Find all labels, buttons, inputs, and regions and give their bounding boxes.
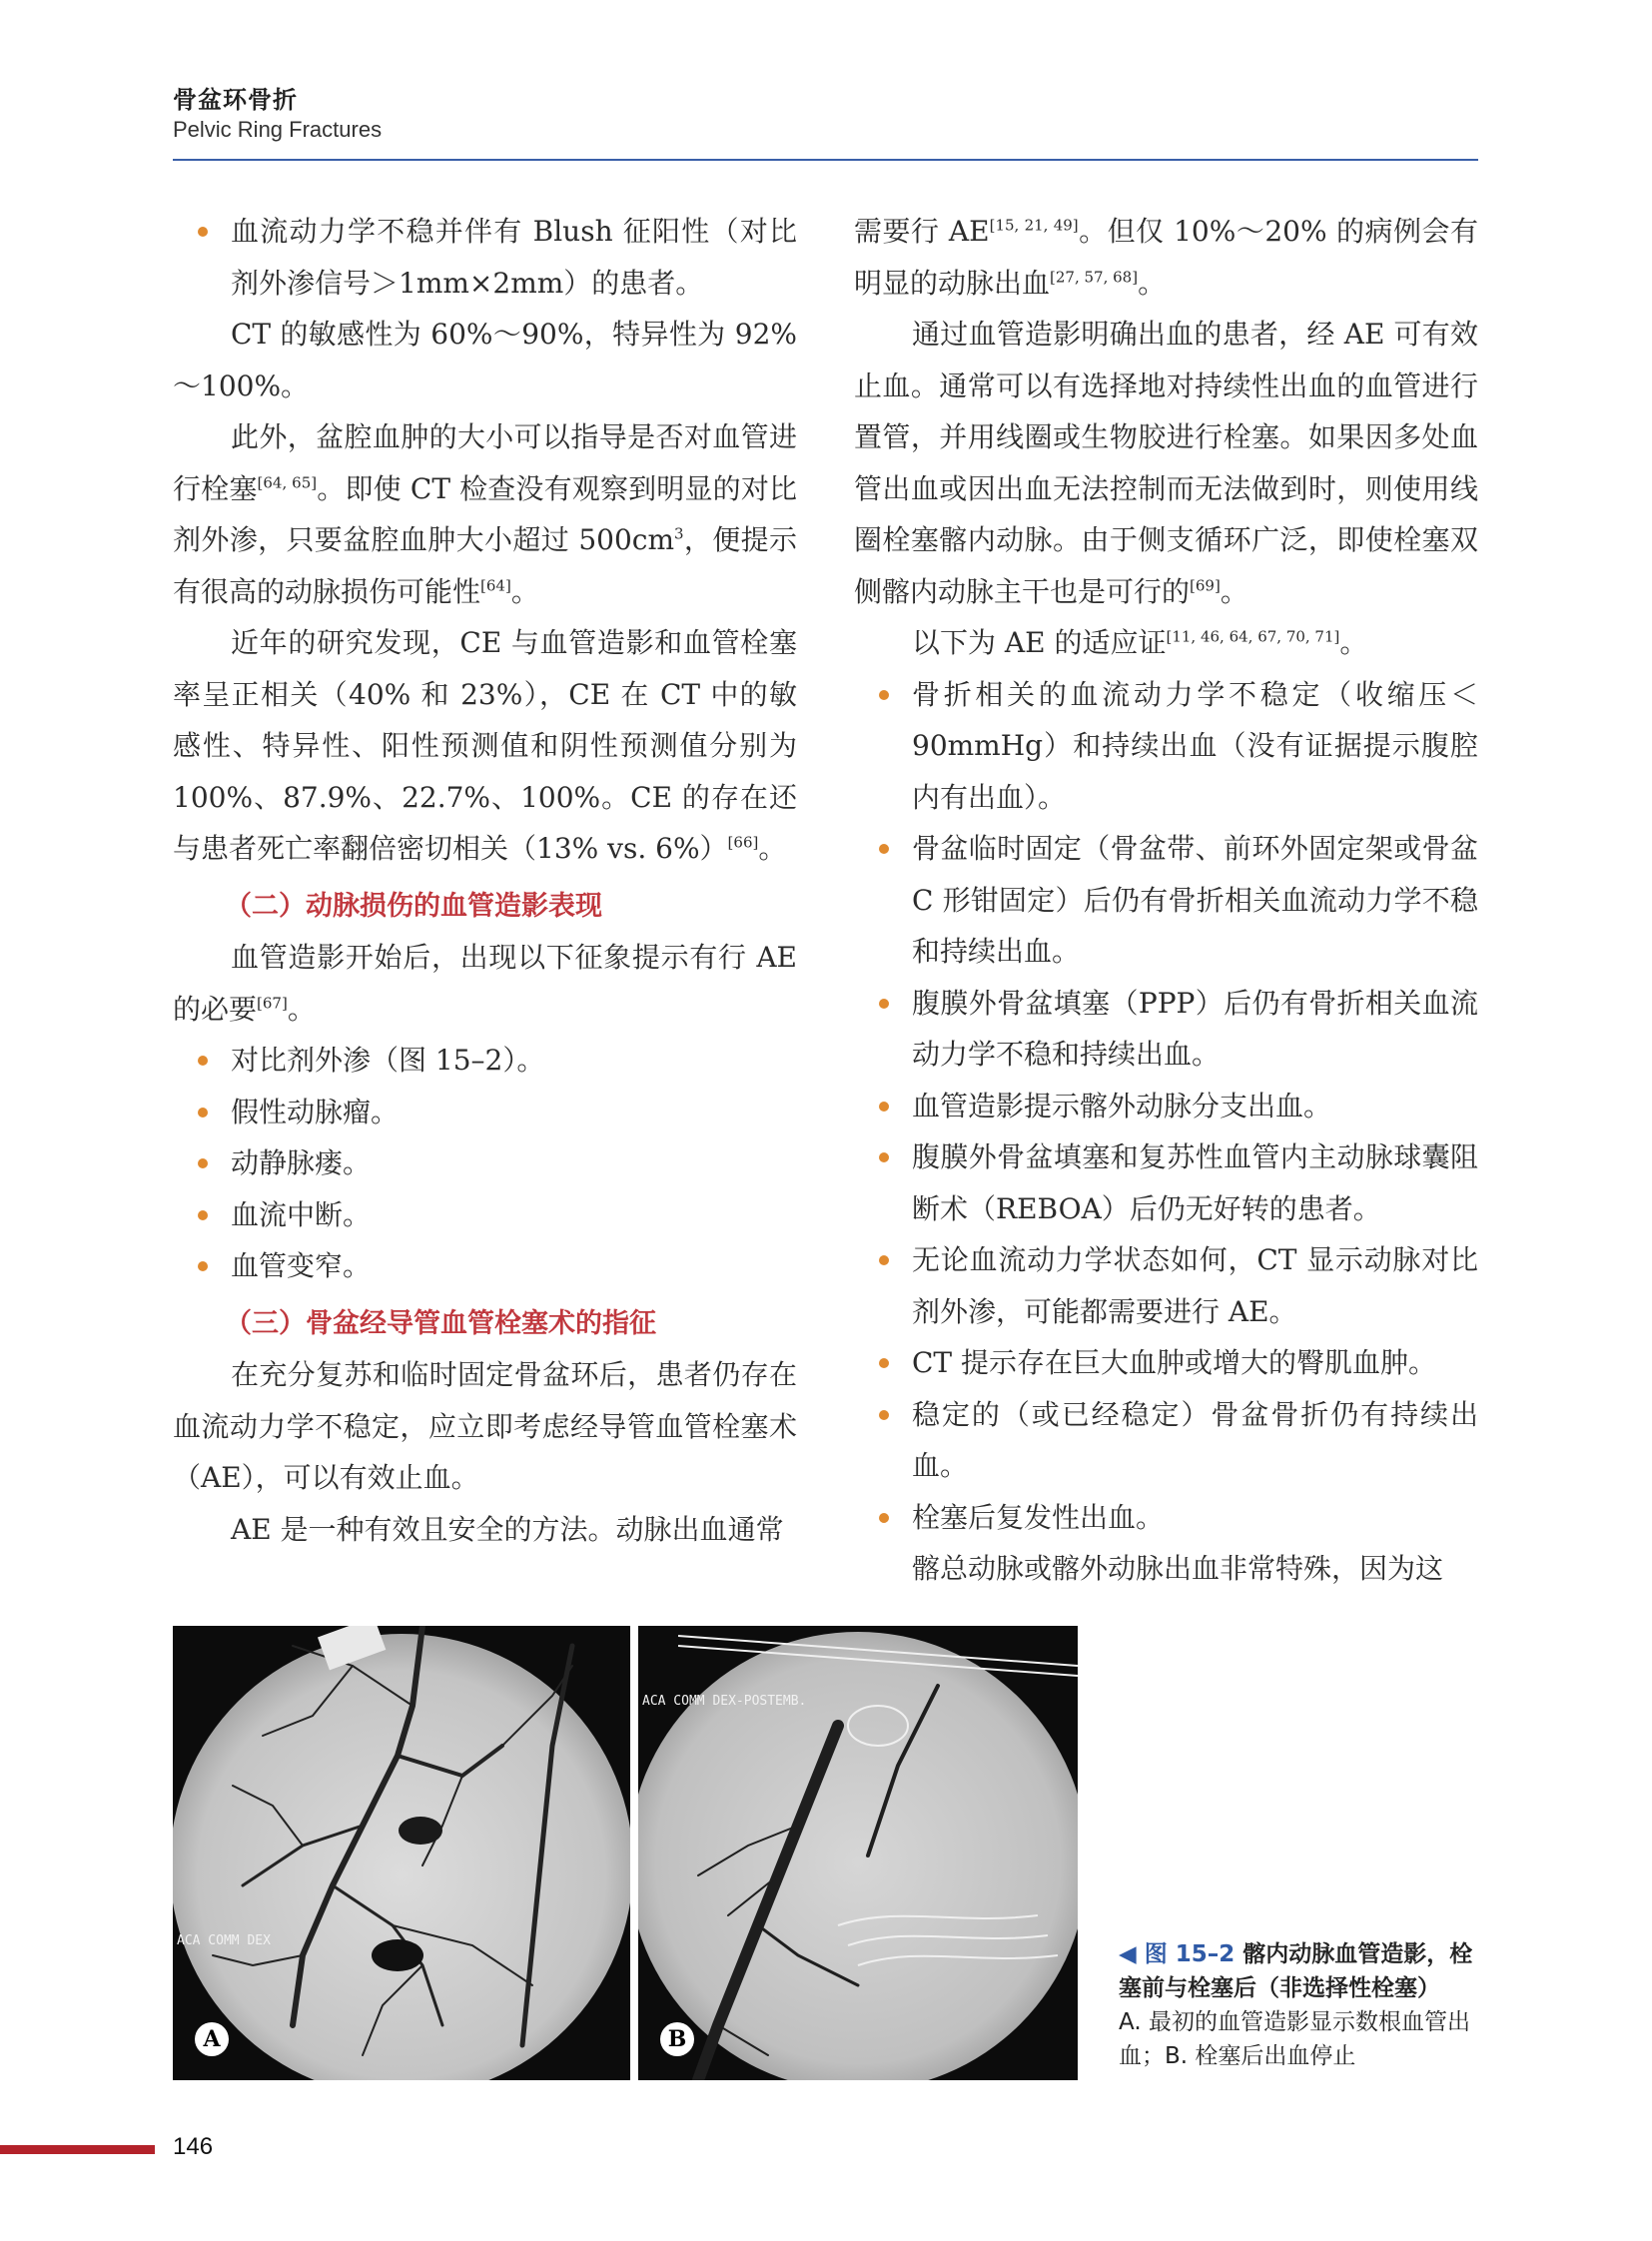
bullet-item: 血流动力学不稳并伴有 Blush 征阳性（对比剂外渗信号＞1mm×2mm）的患者。 [173,206,797,309]
bullet-item: 腹膜外骨盆填塞（PPP）后仍有骨折相关血流动力学不稳和持续出血。 [854,978,1478,1081]
bullet-dot-icon [879,1513,889,1523]
bullet-dot-icon [879,1255,889,1265]
bullet-item: 骨盆临时固定（骨盆带、前环外固定架或骨盆 C 形钳固定）后仍有骨折相关血流动力学不稳和持续出血。 [854,823,1478,978]
angiogram-image-b [638,1626,1078,2080]
bullet-dot-icon [879,999,889,1009]
bullet-item: 对比剂外渗（图 15–2）。 [173,1035,797,1087]
citation: [15, 21, 49] [989,216,1079,235]
figure-label-b: B [660,2022,694,2056]
paragraph: 近年的研究发现，CE 与血管造影和血管栓塞率呈正相关（40% 和 23%），CE 在 CT 中的敏感性、特异性、阳性预测值和阴性预测值分别为 100%、87.9%、22.7%、100%。CE 的存在还与患者死亡率翻倍密切相关（13% vs. 6%）[66]。 [173,626,797,865]
page-number: 146 [173,2133,214,2160]
image-overlay-text: ACA COMM DEX-POSTEMB. [642,1694,807,1709]
bullet-item: 无论血流动力学状态如何，CT 显示动脉对比剂外渗，可能都需要进行 AE。 [854,1234,1478,1337]
running-header-title-cn: 骨盆环骨折 [173,86,298,114]
bullet-dot-icon [879,1358,889,1368]
angiogram-image-a [173,1626,630,2080]
bullet-item: 假性动脉瘤。 [173,1087,797,1138]
bullet-item: 动静脉瘘。 [173,1137,797,1189]
paragraph: 通过血管造影明确出血的患者，经 AE 可有效止血。通常可以有选择地对持续性出血的血管进行置管，并用线圈或生物胶进行栓塞。如果因多处血管出血或因出血无法控制而无法做到时，则使用线圈栓塞髂内动脉。由于侧支循环广泛，即使栓塞双侧髂内动脉主干也是可行的[69]。 [854,318,1478,608]
bullet-item: CT 提示存在巨大血肿或增大的臀肌血肿。 [854,1337,1478,1389]
citation: [27, 57, 68] [1050,268,1139,287]
bullet-dot-icon [879,1410,889,1420]
paragraph: 此外，盆腔血肿的大小可以指导是否对血管进行栓塞[64, 65]。即使 CT 检查没有观察到明显的对比剂外渗，只要盆腔血肿大小超过 $500cm^3$，便提示有很高的动脉损伤可能性[64]。 [173,420,797,608]
bullet-item: 栓塞后复发性出血。 [854,1492,1478,1544]
bullet-item: 稳定的（或已经稳定）骨盆骨折仍有持续出血。 [854,1389,1478,1492]
bullet-dot-icon [198,1056,208,1066]
citation: [66] [727,833,759,852]
paragraph: 髂总动脉或髂外动脉出血非常特殊，因为这 [912,1552,1444,1585]
paragraph: 需要行 AE[15, 21, 49]。但仅 10%～20% 的病例会有明显的动脉出血[27, 57, 68]。 [854,215,1478,300]
bullet-item: 血管变窄。 [173,1240,797,1292]
bullet-dot-icon [198,227,208,237]
footer-accent-bar [0,2145,155,2154]
bullet-dot-icon [198,1261,208,1271]
bullet-dot-icon [198,1108,208,1118]
citation: [11, 46, 64, 67, 70, 71] [1166,627,1340,646]
citation: [64, 65] [257,473,318,492]
right-column [854,206,1478,1595]
bullet-item: 血流中断。 [173,1189,797,1241]
header-rule [173,159,1478,161]
figure-label-a: A [195,2022,229,2056]
bullet-dot-icon [879,690,889,700]
caption-body: A. 最初的血管造影显示数根血管出血；B. 栓塞后出血停止 [1119,2009,1470,2069]
section-heading: （三）骨盆经导管血管栓塞术的指征 [225,1307,656,1339]
bullet-dot-icon [198,1158,208,1168]
triangle-left-icon: ◀ [1119,1941,1137,1967]
running-header-title-en: Pelvic Ring Fractures [173,117,383,142]
citation: [67] [257,994,288,1013]
left-column [173,206,797,1555]
caption-title: ◀ 图 15–2 髂内动脉血管造影，栓塞前与栓塞后（非选择性栓塞） [1119,1941,1473,2001]
bullet-dot-icon [198,1210,208,1220]
image-overlay-text: ACA COMM DEX [177,1933,271,1948]
paragraph: 在充分复苏和临时固定骨盆环后，患者仍存在血流动力学不稳定，应立即考虑经导管血管栓塞术（AE），可以有效止血。 [173,1358,797,1494]
citation: [69] [1190,576,1221,595]
paragraph: AE 是一种有效且安全的方法。动脉出血通常 [231,1512,784,1546]
figure-number: 图 15–2 [1144,1941,1236,1967]
bullet-item: 腹膜外骨盆填塞和复苏性血管内主动脉球囊阻断术（REBOA）后仍无好转的患者。 [854,1131,1478,1234]
bullet-item: 骨折相关的血流动力学不稳定（收缩压＜90mmHg）和持续出血（没有证据提示腹腔内有出血）。 [854,669,1478,824]
section-heading: （二）动脉损伤的血管造影表现 [225,890,602,922]
bullet-dot-icon [879,1152,889,1162]
bullet-item: 血管造影提示髂外动脉分支出血。 [854,1081,1478,1132]
paragraph: 血管造影开始后，出现以下征象提示有行 AE 的必要[67]。 [173,941,797,1026]
bullet-dot-icon [879,1102,889,1112]
paragraph: 以下为 AE 的适应证[11, 46, 64, 67, 70, 71]。 [912,626,1368,659]
figure-caption [1119,1937,1493,2073]
bullet-dot-icon [879,844,889,854]
citation: [64] [480,576,511,595]
paragraph: CT 的敏感性为 60%～90%，特异性为 92%～100%。 [173,318,797,402]
